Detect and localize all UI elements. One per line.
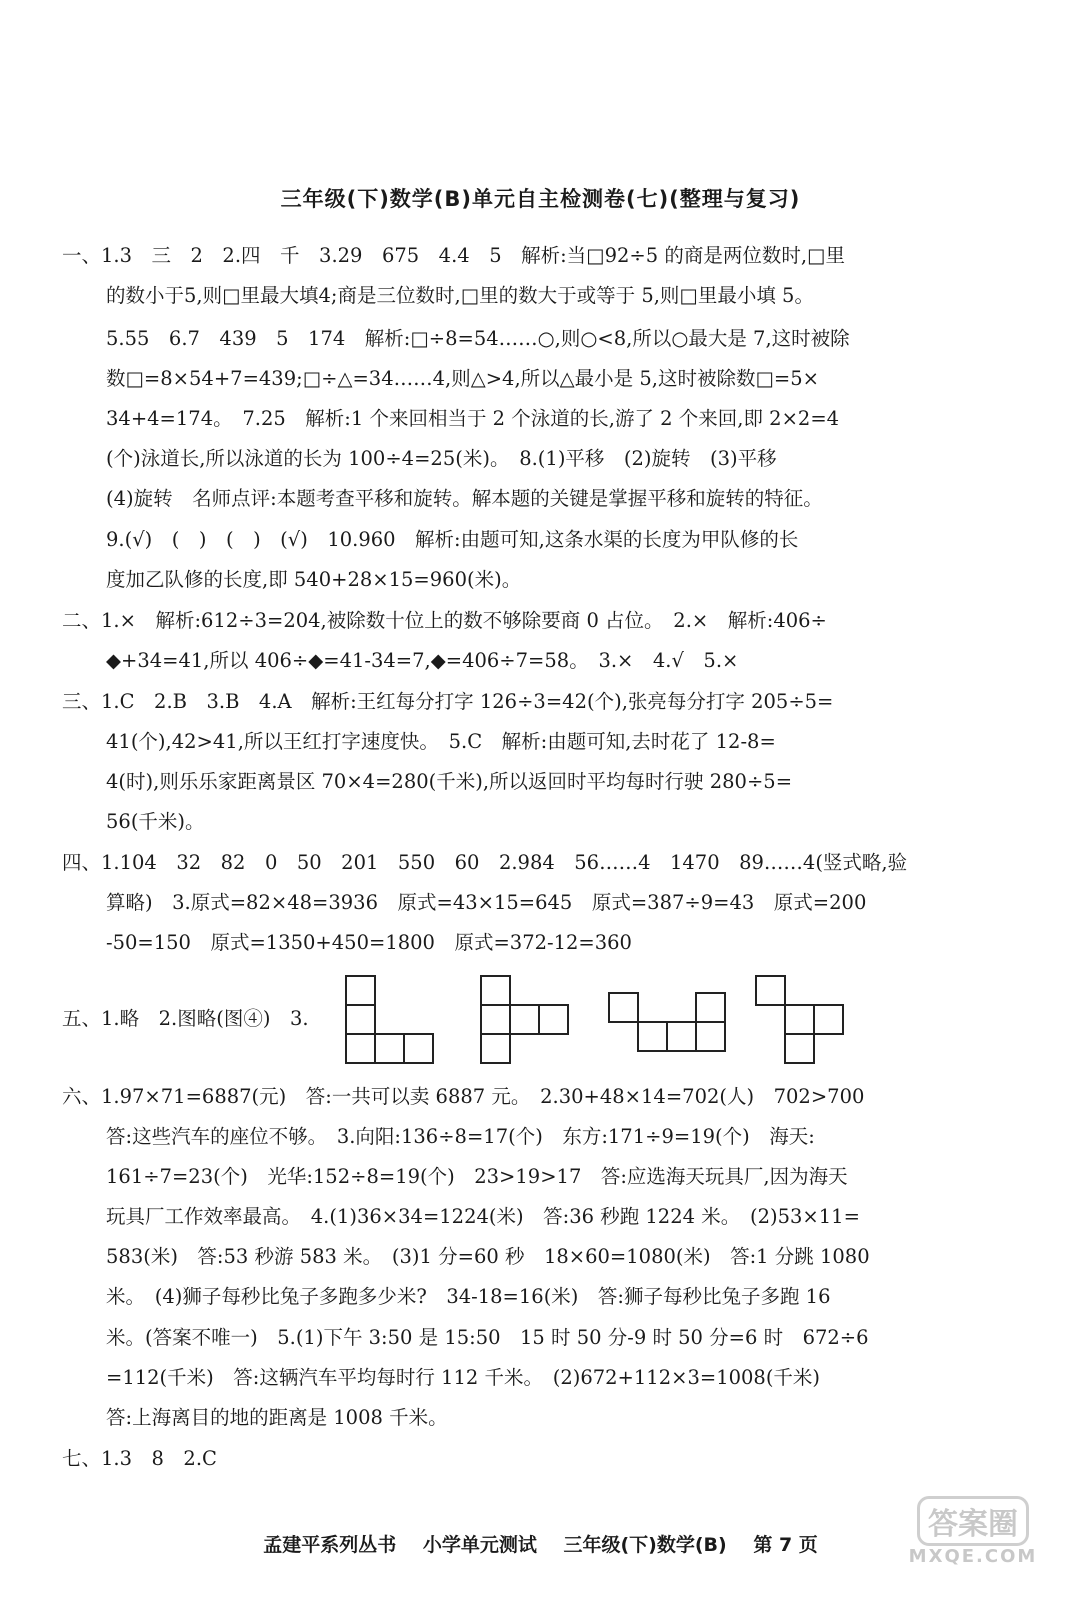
answer-line: 米。 (4)狮子每秒比兔子多跑多少米? 34-18=16(米) 答:狮子每秒比兔子多跑 16 (106, 1285, 831, 1308)
footer-book: 小学单元测试 (422, 1534, 537, 1556)
answer-line: 六、1.97×71=6887(元) 答:一共可以卖 6887 元。 2.30+48×14=702(人) 702>700 (62, 1085, 865, 1108)
watermark-logo (893, 1496, 1053, 1566)
section-label: 一、 (62, 244, 102, 267)
watermark-site: MXQE.COM (908, 1546, 1038, 1567)
answer-line: 583(米) 答:53 秒游 583 米。 (3)1 分=60 秒 18×60=1080(米) 答:1 分跳 1080 (106, 1245, 870, 1268)
answer-line: ◆+34=41,所以 406÷◆=41-34=7,◆=406÷7=58。 3.× 4.√ 5.× (106, 649, 739, 672)
net-diagrams (340, 975, 860, 1095)
answer-line: -50=150 原式=1350+450=1800 原式=372-12=360 (106, 931, 632, 954)
section-label: 七、 (62, 1447, 102, 1470)
answer-line: 二、1.× 解析:612÷3=204,被除数十位上的数不够除要商 0 占位。 2.× 解析:406÷ (62, 609, 827, 632)
page-title: 三年级(下)数学(B)单元自主检测卷(七)(整理与复习) (280, 187, 801, 211)
answer-line: 56(千米)。 (106, 810, 205, 833)
answer-line: 答:这些汽车的座位不够。 3.向阳:136÷8=17(个) 东方:171÷9=19(个) 海天: (106, 1125, 815, 1148)
section-label: 二、 (62, 609, 102, 632)
answer-line: 七、1.3 8 2.C (62, 1447, 217, 1470)
answer-line: 答:上海离目的地的距离是 1008 千米。 (106, 1406, 448, 1429)
answer-line: 三、1.C 2.B 3.B 4.A 解析:王红每分打字 126÷3=42(个),张亮每分打字 205÷5= (62, 690, 834, 713)
answer-line: 4(时),则乐乐家距离景区 70×4=280(千米),所以返回时平均每时行驶 280÷5= (106, 770, 793, 793)
answer-line: 一、1.3 三 2 2.四 千 3.29 675 4.4 5 解析:当□92÷5 的商是两位数时,□里 (62, 244, 845, 267)
answer-line: 5.55 6.7 439 5 174 解析:□÷8=54……○,则○<8,所以○最大是 7,这时被除 (106, 327, 850, 350)
answer-line: (4)旋转 名师点评:本题考查平移和旋转。解本题的关键是掌握平移和旋转的特征。 (106, 487, 823, 510)
answer-line: 米。(答案不唯一) 5.(1)下午 3:50 是 15:50 15 时 50 分-9 时 50 分=6 时 672÷6 (106, 1326, 869, 1349)
answer-line: =112(千米) 答:这辆汽车平均每时行 112 千米。 (2)672+112×3=1008(千米) (106, 1366, 821, 1389)
answer-line: 161÷7=23(个) 光华:152÷8=19(个) 23>19>17 答:应选海天玩具厂,因为海天 (106, 1165, 848, 1188)
answer-line: (个)泳道长,所以泳道的长为 100÷4=25(米)。 8.(1)平移 (2)旋转 (3)平移 (106, 447, 777, 470)
section-label: 三、 (62, 690, 102, 713)
answer-line: 34+4=174。 7.25 解析:1 个来回相当于 2 个泳道的长,游了 2 个来回,即 2×2=4 (106, 407, 840, 430)
answer-line: 玩具厂工作效率最高。 4.(1)36×34=1224(米) 答:36 秒跑 1224 米。 (2)53×11= (106, 1205, 860, 1228)
answer-line: 算略) 3.原式=82×48=3936 原式=43×15=645 原式=387÷9=43 原式=200 (106, 891, 867, 914)
section-label: 六、 (62, 1085, 102, 1108)
answer-line: 五、1.略 2.图略(图④) 3. (62, 1007, 309, 1030)
footer-page-number: 第 7 页 (753, 1534, 818, 1556)
answer-line: 的数小于5,则□里最大填4;商是三位数时,□里的数大于或等于 5,则□里最小填 5。 (106, 284, 814, 307)
section-label: 四、 (62, 851, 102, 874)
answer-line: 度加乙队修的长度,即 540+28×15=960(米)。 (106, 568, 522, 591)
answer-line: 数□=8×54+7=439;□÷△=34……4,则△>4,所以△最小是 5,这时被除数□=5× (106, 367, 819, 390)
footer-series: 孟建平系列丛书 (263, 1534, 397, 1556)
answer-line: 9.(√) ( ) ( ) (√) 10.960 解析:由题可知,这条水渠的长度为甲队修的长 (106, 528, 799, 551)
answer-line: 四、1.104 32 82 0 50 201 550 60 2.984 56……4 1470 89……4(竖式略,验 (62, 851, 908, 874)
footer-grade: 三年级(下)数学(B) (563, 1534, 727, 1556)
watermark-mark: 答案圈 (917, 1496, 1029, 1546)
answer-line: 41(个),42>41,所以王红打字速度快。 5.C 解析:由题可知,去时花了 12-8= (106, 730, 776, 753)
section-label: 五、 (62, 1007, 102, 1030)
